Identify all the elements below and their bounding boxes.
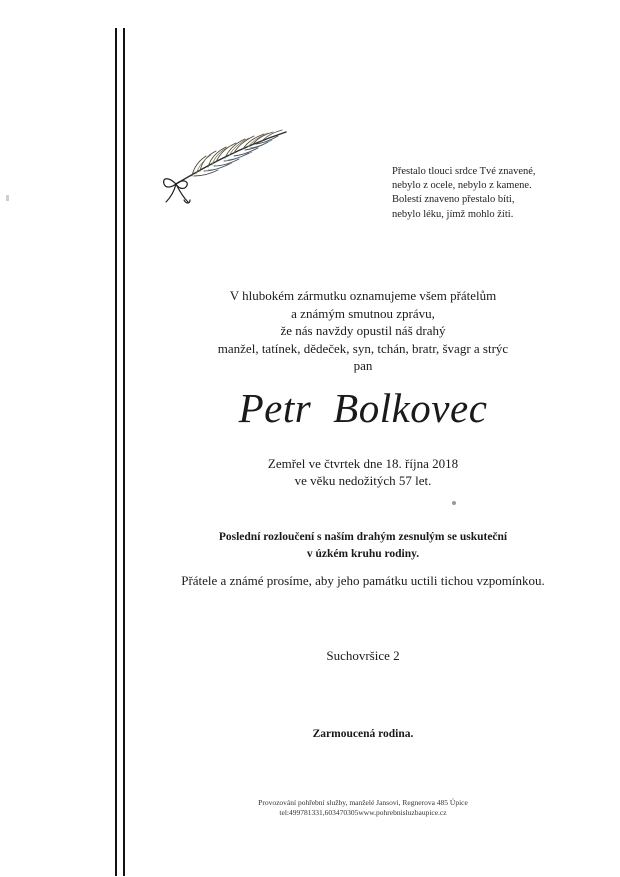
announcement-line: V hlubokém zármutku oznamujeme všem přátelům bbox=[229, 288, 497, 303]
announcement-text bbox=[128, 287, 598, 375]
deceased-name bbox=[128, 384, 598, 432]
farewell-notice bbox=[128, 529, 598, 563]
left-border-line bbox=[115, 28, 117, 876]
scan-mark bbox=[452, 501, 456, 505]
friends-request: Přátele a známé prosíme, aby jeho památku uctili tichou vzpomínkou. bbox=[181, 573, 545, 588]
first-name: Petr bbox=[238, 385, 312, 431]
poem-line: Přestalo tlouci srdce Tvé znavené, bbox=[392, 166, 536, 177]
death-details bbox=[128, 455, 598, 489]
left-border-line-inner bbox=[123, 28, 125, 876]
farewell-line: Poslední rozloučení s naším drahým zesnulým se uskuteční bbox=[218, 531, 508, 543]
scan-mark bbox=[6, 195, 9, 201]
death-date: Zemřel ve čtvrtek dne 18. října 2018 bbox=[267, 456, 459, 471]
footer-line: Provozování pohřební služby, manželé Jansovi, Regnerova 485 Úpice bbox=[258, 798, 468, 807]
announcement-line: a známým smutnou zprávu, bbox=[291, 305, 435, 321]
family-address: Suchovršice 2 bbox=[326, 648, 400, 663]
announcement-line: že nás navždy opustil náš drahý bbox=[280, 323, 446, 338]
signature-family: Zarmoucená rodina. bbox=[312, 728, 414, 740]
announcement-line: manžel, tatínek, dědeček, syn, tchán, bratr, švagr a strýc bbox=[217, 340, 509, 356]
poem-line: nebylo z ocele, nebylo z kamene. bbox=[392, 180, 532, 192]
death-age: ve věku nedožitých 57 let. bbox=[294, 473, 432, 488]
footer-line: tel:499781331,603470305www.pohrebnisluzbaupice.cz bbox=[279, 808, 447, 817]
funeral-service-footer bbox=[128, 798, 598, 818]
memorial-poem bbox=[392, 165, 612, 222]
poem-line: nebylo léku, jímž mohlo žíti. bbox=[392, 208, 514, 220]
poem-line: Bolestí znaveno přestalo bíti, bbox=[392, 194, 515, 206]
palm-branch-icon bbox=[158, 126, 294, 206]
announcement-line: pan bbox=[353, 358, 373, 373]
farewell-line: v úzkém kruhu rodiny. bbox=[306, 548, 420, 560]
last-name: Bolkovec bbox=[333, 385, 488, 431]
